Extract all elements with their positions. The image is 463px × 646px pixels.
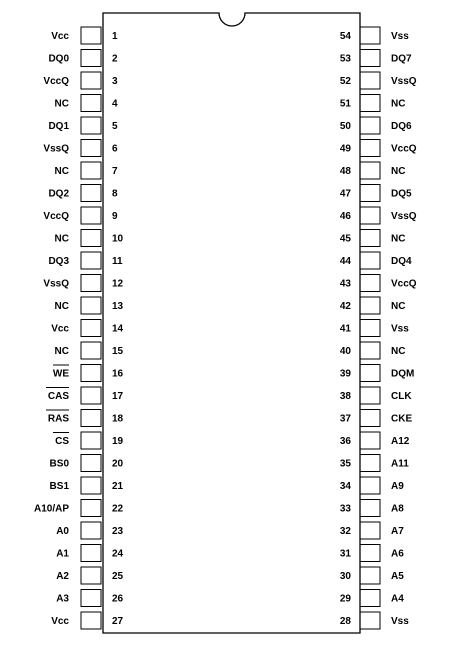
pin-46 (340, 207, 417, 224)
pin-name-label: NC (54, 233, 69, 245)
pin-38 (340, 387, 412, 404)
pin-name-label: Vcc (51, 31, 69, 42)
pin-15 (55, 342, 124, 359)
pin-lead (81, 612, 101, 629)
pin-number-label: 13 (112, 301, 124, 312)
pin-name-label: CS (55, 436, 69, 447)
pin-name-label: A7 (391, 526, 404, 537)
pin-31 (340, 545, 404, 562)
pin-27 (51, 612, 123, 629)
pin-lead (360, 72, 380, 89)
pin-lead (81, 72, 101, 89)
pin-lead (360, 590, 380, 607)
pin-lead (81, 320, 101, 337)
pin-name-label: VccQ (43, 76, 69, 87)
pin-number-label: 26 (112, 593, 124, 605)
pin-number-label: 39 (339, 368, 351, 380)
pin-number-label: 2 (112, 53, 118, 65)
pin-name-label: NC (391, 301, 406, 312)
pin-name-label: NC (54, 98, 69, 110)
pin-number-label: 35 (339, 458, 351, 470)
pin-name-label: NC (54, 166, 69, 177)
pin-number-label: 12 (112, 278, 124, 290)
pin-number-label: 42 (339, 301, 351, 312)
pin-number-label: 28 (339, 616, 351, 627)
pin-name-label: VccQ (43, 211, 69, 222)
pin-lead (360, 342, 380, 359)
pin-number-label: 37 (339, 413, 351, 425)
pin-lead (360, 567, 380, 584)
pin-3 (43, 72, 118, 89)
pin-name-label: A12 (391, 436, 410, 447)
pin-name-label: NC (391, 346, 406, 357)
pin-number-label: 7 (112, 166, 118, 177)
pin-lead (81, 50, 101, 67)
pin-lead (81, 500, 101, 517)
pin-name-label: A4 (391, 593, 404, 605)
pin-lead (81, 185, 101, 202)
pin-name-label: CKE (391, 413, 413, 425)
pin-name-label: VccQ (391, 143, 417, 155)
pin-lead (360, 252, 380, 269)
pin-lead (360, 545, 380, 562)
pin-lead (81, 567, 101, 584)
pin-name-label: BS1 (49, 481, 69, 492)
pin-28 (340, 612, 409, 629)
pin-26 (56, 590, 123, 607)
pin-lead (81, 522, 101, 539)
pin-number-label: 19 (112, 436, 124, 447)
pin-number-label: 23 (112, 526, 124, 537)
pin-43 (340, 275, 417, 292)
pin-name-label: Vss (391, 616, 409, 627)
pin-47 (340, 185, 412, 202)
pin-number-label: 33 (339, 503, 351, 515)
pin-number-label: 9 (112, 211, 118, 222)
pin-number-label: 18 (112, 413, 124, 425)
pin-49 (340, 140, 417, 157)
pin-number-label: 30 (339, 571, 351, 582)
pin-lead (81, 230, 101, 247)
pin-lead (360, 522, 380, 539)
pin-18 (46, 410, 124, 427)
pin-lead (360, 320, 380, 337)
pin-lead (81, 140, 101, 157)
pin-lead (360, 27, 380, 44)
pin-44 (340, 252, 412, 269)
pin-number-label: 51 (339, 98, 351, 110)
pin-32 (340, 522, 404, 539)
pin-number-label: 41 (339, 323, 351, 335)
pin-20 (50, 455, 124, 472)
pin-name-label: NC (391, 233, 406, 245)
pin-lead (360, 297, 380, 314)
pin-11 (48, 252, 123, 269)
pin-22 (34, 500, 124, 517)
pin-lead (360, 140, 380, 157)
pin-number-label: 53 (339, 53, 351, 65)
pin-lead (81, 545, 101, 562)
pin-16 (53, 365, 124, 382)
pin-number-label: 50 (339, 121, 351, 132)
pin-6 (43, 140, 118, 157)
pin-1 (51, 27, 118, 44)
pin-lead (81, 252, 101, 269)
pin-lead (81, 207, 101, 224)
pin-number-label: 49 (339, 143, 351, 155)
pin-number-label: 31 (339, 548, 351, 560)
pin-name-label: A2 (56, 571, 69, 582)
pin-number-label: 29 (339, 593, 351, 605)
pin-name-label: NC (391, 98, 406, 110)
pin-41 (340, 320, 409, 337)
pin-number-label: 22 (112, 503, 124, 515)
pin-lead (360, 185, 380, 202)
pin-8 (48, 185, 118, 202)
pin-number-label: 52 (339, 76, 351, 87)
pin-name-label: VssQ (391, 211, 417, 222)
left-pin-row (34, 27, 124, 629)
pin-lead (81, 162, 101, 179)
pin-name-label: DQ6 (391, 121, 412, 132)
pin-number-label: 45 (339, 233, 351, 245)
pin-lead (360, 275, 380, 292)
pin-name-label: VccQ (391, 278, 417, 290)
pin-number-label: 21 (112, 481, 124, 492)
pin-lead (81, 455, 101, 472)
pin-34 (340, 477, 404, 494)
pin-number-label: 27 (112, 616, 124, 627)
pin-name-label: A11 (391, 458, 409, 470)
pin-number-label: 10 (112, 233, 124, 245)
pin-4 (55, 95, 118, 112)
pin-14 (51, 320, 123, 337)
pin-number-label: 40 (339, 346, 351, 357)
pin-39 (340, 365, 414, 382)
pin-name-label: WE (52, 368, 69, 380)
pin-lead (81, 590, 101, 607)
pin-number-label: 36 (339, 436, 351, 447)
pin-lead (81, 410, 101, 427)
pin-lead (360, 432, 380, 449)
pin-36 (340, 432, 410, 449)
pin-29 (340, 590, 404, 607)
pin-name-label: A9 (391, 481, 404, 492)
pin-9 (43, 207, 118, 224)
pin-number-label: 34 (339, 481, 351, 492)
pin-13 (55, 297, 124, 314)
pin-51 (340, 95, 406, 112)
pin-lead (360, 612, 380, 629)
pin-37 (340, 410, 413, 427)
pin-name-label: Vss (391, 31, 409, 42)
pin-lead (81, 297, 101, 314)
pin-35 (340, 455, 409, 472)
pin-number-label: 4 (112, 98, 118, 110)
pin-lead (81, 477, 101, 494)
pin-number-label: 54 (339, 31, 351, 42)
pin-10 (55, 230, 124, 247)
pin-name-label: DQ0 (48, 53, 69, 65)
pin-19 (53, 432, 124, 449)
pin-lead (360, 162, 380, 179)
pin-lead (360, 230, 380, 247)
pin-number-label: 43 (339, 278, 351, 290)
pin-lead (360, 387, 380, 404)
pin-21 (50, 477, 124, 494)
pin-name-label: A6 (391, 548, 404, 560)
pin-name-label: VssQ (391, 76, 417, 87)
pin-number-label: 15 (112, 346, 124, 357)
pin-name-label: DQ2 (48, 188, 69, 200)
pin-number-label: 20 (112, 458, 124, 470)
pin-25 (56, 567, 123, 584)
pin-lead (360, 50, 380, 67)
pin-number-label: 47 (339, 188, 351, 200)
pin-30 (340, 567, 404, 584)
pin-name-label: A5 (391, 571, 404, 582)
pin-lead (81, 95, 101, 112)
pin-name-label: CLK (391, 391, 412, 402)
pin-name-label: CAS (47, 391, 69, 402)
pin-lead (81, 365, 101, 382)
pin-name-label: DQ5 (391, 188, 412, 200)
pin-number-label: 16 (112, 368, 124, 380)
pin-7 (55, 162, 118, 179)
pin-number-label: 44 (339, 256, 351, 267)
chip-body-outline (103, 13, 360, 633)
pin-number-label: 17 (112, 391, 124, 402)
pin-name-label: DQ7 (391, 53, 412, 65)
pin-17 (46, 387, 124, 404)
pin-lead (360, 207, 380, 224)
pin-name-label: DQ1 (48, 121, 69, 132)
pin-lead (81, 387, 101, 404)
pin-50 (340, 117, 412, 134)
pin-name-label: A8 (391, 503, 404, 515)
pin-name-label: NC (54, 301, 69, 312)
pin-name-label: DQ4 (391, 256, 412, 267)
pin-number-label: 24 (112, 548, 124, 560)
pin-lead (360, 477, 380, 494)
pin-52 (340, 72, 417, 89)
pin-name-label: Vcc (51, 323, 69, 335)
pin-number-label: 1 (112, 31, 118, 42)
pin-number-label: 48 (339, 166, 351, 177)
pin-33 (340, 500, 404, 517)
pin-lead (360, 455, 380, 472)
pin-name-label: VssQ (43, 143, 69, 155)
pin-23 (56, 522, 123, 539)
pin-name-label: BS0 (49, 458, 69, 470)
pin-lead (81, 27, 101, 44)
pin-name-label: A10/AP (33, 503, 69, 515)
pin-name-label: Vcc (51, 616, 69, 627)
pin-name-label: A0 (56, 526, 69, 537)
pin-number-label: 25 (112, 571, 124, 582)
pin-48 (340, 162, 406, 179)
pin-name-label: VssQ (43, 278, 69, 290)
pin-name-label: DQM (391, 368, 415, 380)
pin-number-label: 3 (112, 76, 118, 87)
pin-lead (360, 365, 380, 382)
pin-lead (360, 117, 380, 134)
pin-lead (81, 117, 101, 134)
pin-name-label: Vss (391, 323, 409, 335)
pin-number-label: 38 (339, 391, 351, 402)
pin-54 (340, 27, 409, 44)
pin-name-label: NC (391, 166, 406, 177)
pin-5 (48, 117, 118, 134)
pin-name-label: RAS (47, 413, 69, 425)
right-pin-row (340, 27, 417, 629)
pin-number-label: 14 (112, 323, 124, 335)
pin-name-label: DQ3 (48, 256, 69, 267)
pin-number-label: 11 (112, 256, 123, 267)
pin-number-label: 8 (112, 188, 118, 200)
pin-24 (56, 545, 123, 562)
pin-42 (340, 297, 406, 314)
pin-lead (360, 500, 380, 517)
pin-name-label: NC (54, 346, 69, 357)
pin-lead (360, 95, 380, 112)
pin-name-label: A1 (56, 548, 69, 560)
pin-number-label: 46 (339, 211, 351, 222)
pin-lead (81, 432, 101, 449)
pin-lead (360, 410, 380, 427)
pin-12 (43, 275, 123, 292)
pin-number-label: 32 (339, 526, 351, 537)
pin-number-label: 5 (112, 121, 118, 132)
pin-number-label: 6 (112, 143, 118, 155)
pin-40 (340, 342, 406, 359)
pin-lead (81, 342, 101, 359)
pin-lead (81, 275, 101, 292)
pin-45 (340, 230, 406, 247)
pin-2 (48, 50, 118, 67)
pin-name-label: A3 (56, 593, 69, 605)
pin-53 (340, 50, 412, 67)
